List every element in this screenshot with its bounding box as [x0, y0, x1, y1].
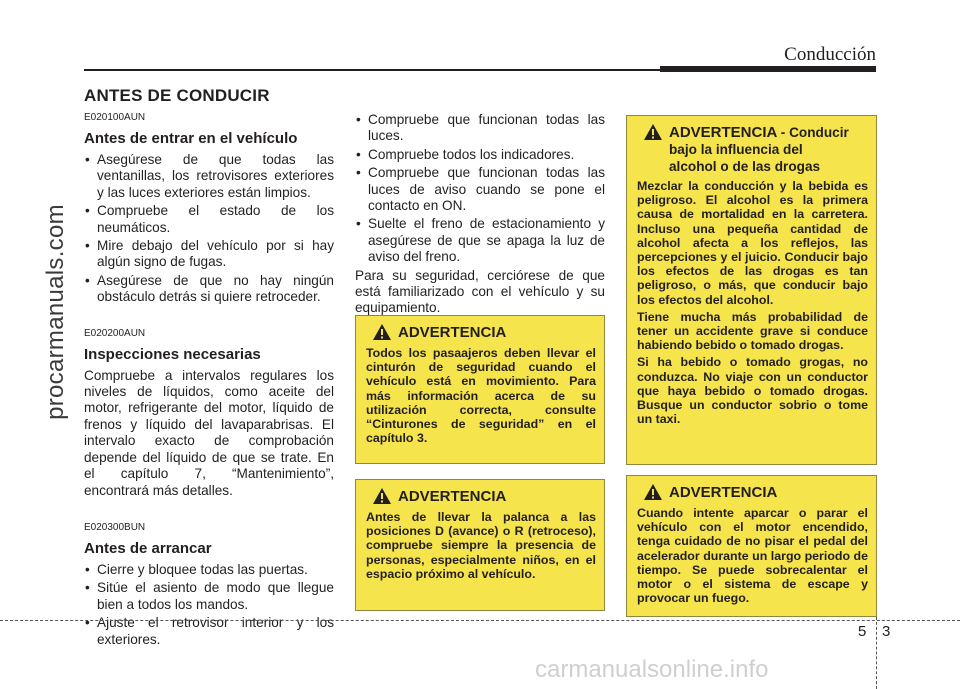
- subsection-heading: Antes de arrancar: [84, 539, 212, 557]
- warning-icon: [643, 123, 663, 141]
- subsection-heading: Inspecciones necesarias: [84, 345, 261, 363]
- section-code: E020100AUN: [84, 112, 146, 123]
- column-left: [84, 112, 334, 650]
- footer-rule: [0, 620, 960, 621]
- watermark-side: procarmanuals.com: [41, 204, 69, 420]
- list-item: • Compruebe el estado de los neumáticos.: [84, 203, 334, 236]
- warning-title: ADVERTENCIA: [398, 324, 507, 341]
- list-item: • Cierre y bloquee todas las puertas.: [84, 562, 334, 578]
- list-item: • Mire debajo del vehículo por si hay algún signo de fugas.: [84, 238, 334, 271]
- watermark-bottom: carmanualsonline.info: [535, 656, 769, 683]
- warning-text: Todos los pasaajeros deben llevar el cinturón de seguridad cuando el vehículo está en movimiento. Para más información acerca de su utilización correcta, consulte “Cinturones de seguridad” en el capítulo 3.: [366, 346, 596, 446]
- warning-text: Cuando intente aparcar o parar el vehículo con el motor encendido, tenga cuidado de no pisar el pedal del acelerador durante un largo periodo de tiempo. Se puede sobrecalentar el motor o el sistema de escape y provocar un fuego.: [637, 506, 868, 606]
- paragraph: Para su seguridad, cerciórese de que está familiarizado con el vehículo y su equipamiento.: [355, 267, 605, 316]
- warning-icon: [643, 483, 663, 501]
- list-item: • Asegúrese de que todas las ventanillas, los retrovisores exteriores y las luces exteriores están limpios.: [84, 152, 334, 201]
- warning-title: ADVERTENCIA: [669, 124, 778, 141]
- warning-box-seatbelt: [355, 315, 605, 464]
- checklist: [84, 562, 334, 648]
- list-item: • Compruebe todos los indicadores.: [355, 147, 605, 163]
- list-item: • Compruebe que funcionan todas las luces.: [355, 112, 605, 145]
- warning-box-shift-lever: [355, 479, 605, 611]
- section-code: E020200AUN: [84, 327, 146, 339]
- checklist: [355, 112, 605, 266]
- header-rule: [84, 69, 660, 71]
- header-rule-thick: [660, 66, 876, 72]
- list-item: • Sitúe el asiento de modo que llegue bien a todos los mandos.: [84, 580, 334, 613]
- warning-box-alcohol-drugs: [626, 115, 877, 465]
- page-number-divider: [876, 617, 878, 689]
- list-item: • Compruebe que funcionan todas las luces de aviso cuando se pone el contacto en ON.: [355, 165, 605, 214]
- subsection-heading: Antes de entrar en el vehículo: [84, 130, 298, 147]
- chapter-title: Conducción: [784, 44, 876, 65]
- paragraph: Compruebe a intervalos regulares los niveles de líquidos, como aceite del motor, refrigerante del motor, líquido de frenos y líquido del lavaparabrisas. El intervalo exacto de comprobación depende del líquido de que se trate. En el capítulo 7, “Mantenimiento”, encontrará más detalles.: [84, 367, 334, 498]
- warning-icon: [372, 487, 392, 505]
- list-item: • Suelte el freno de estacionamiento y asegúrese de que se apaga la luz de aviso del freno.: [355, 216, 605, 265]
- warning-title: ADVERTENCIA: [398, 488, 507, 505]
- warning-title: ADVERTENCIA: [669, 484, 778, 501]
- warning-text: Si ha bebido o tomado grogas, no conduzca. No viaje con un conductor que haya bebido o tomado drogas. Busque un conductor sobrio o tome un taxi.: [637, 355, 868, 427]
- warning-subtitle: alcohol o de las drogas: [669, 159, 821, 174]
- warning-subtitle: - Conducir: [780, 125, 849, 140]
- warning-subtitle: bajo la influencia del: [669, 142, 803, 157]
- page-number: 3: [882, 623, 891, 640]
- chapter-number: 5: [858, 623, 867, 640]
- warning-text: Mezclar la conducción y la bebida es peligroso. El alcohol es la primera causa de mortalidad en la carretera. Incluso una pequeña cantidad de alcohol afecta a los reflejos, las percepciones y el juicio. Conducir bajo los efectos de las drogas es tan peligroso, o más, que conducir bajo los efectos del alcohol.: [637, 179, 868, 307]
- warning-box-parking-accelerator: [626, 475, 877, 617]
- section-code: E020300BUN: [84, 521, 146, 533]
- warning-text: Tiene mucha más probabilidad de tener un accidente grave si conduce habiendo bebido o tomado drogas.: [637, 309, 868, 353]
- list-item: • Asegúrese de que no hay ningún obstáculo detrás si quiere retroceder.: [84, 273, 334, 306]
- checklist: [84, 152, 334, 306]
- section-title: ANTES DE CONDUCIR: [84, 86, 270, 105]
- warning-icon: [372, 323, 392, 341]
- warning-text: Antes de llevar la palanca a las posiciones D (avance) o R (retroceso), compruebe siempre la presencia de personas, especialmente niños, en el espacio próximo al vehículo.: [366, 510, 596, 581]
- column-middle: [355, 112, 605, 317]
- list-item: • Ajuste el retrovisor interior y los exteriores.: [84, 615, 334, 648]
